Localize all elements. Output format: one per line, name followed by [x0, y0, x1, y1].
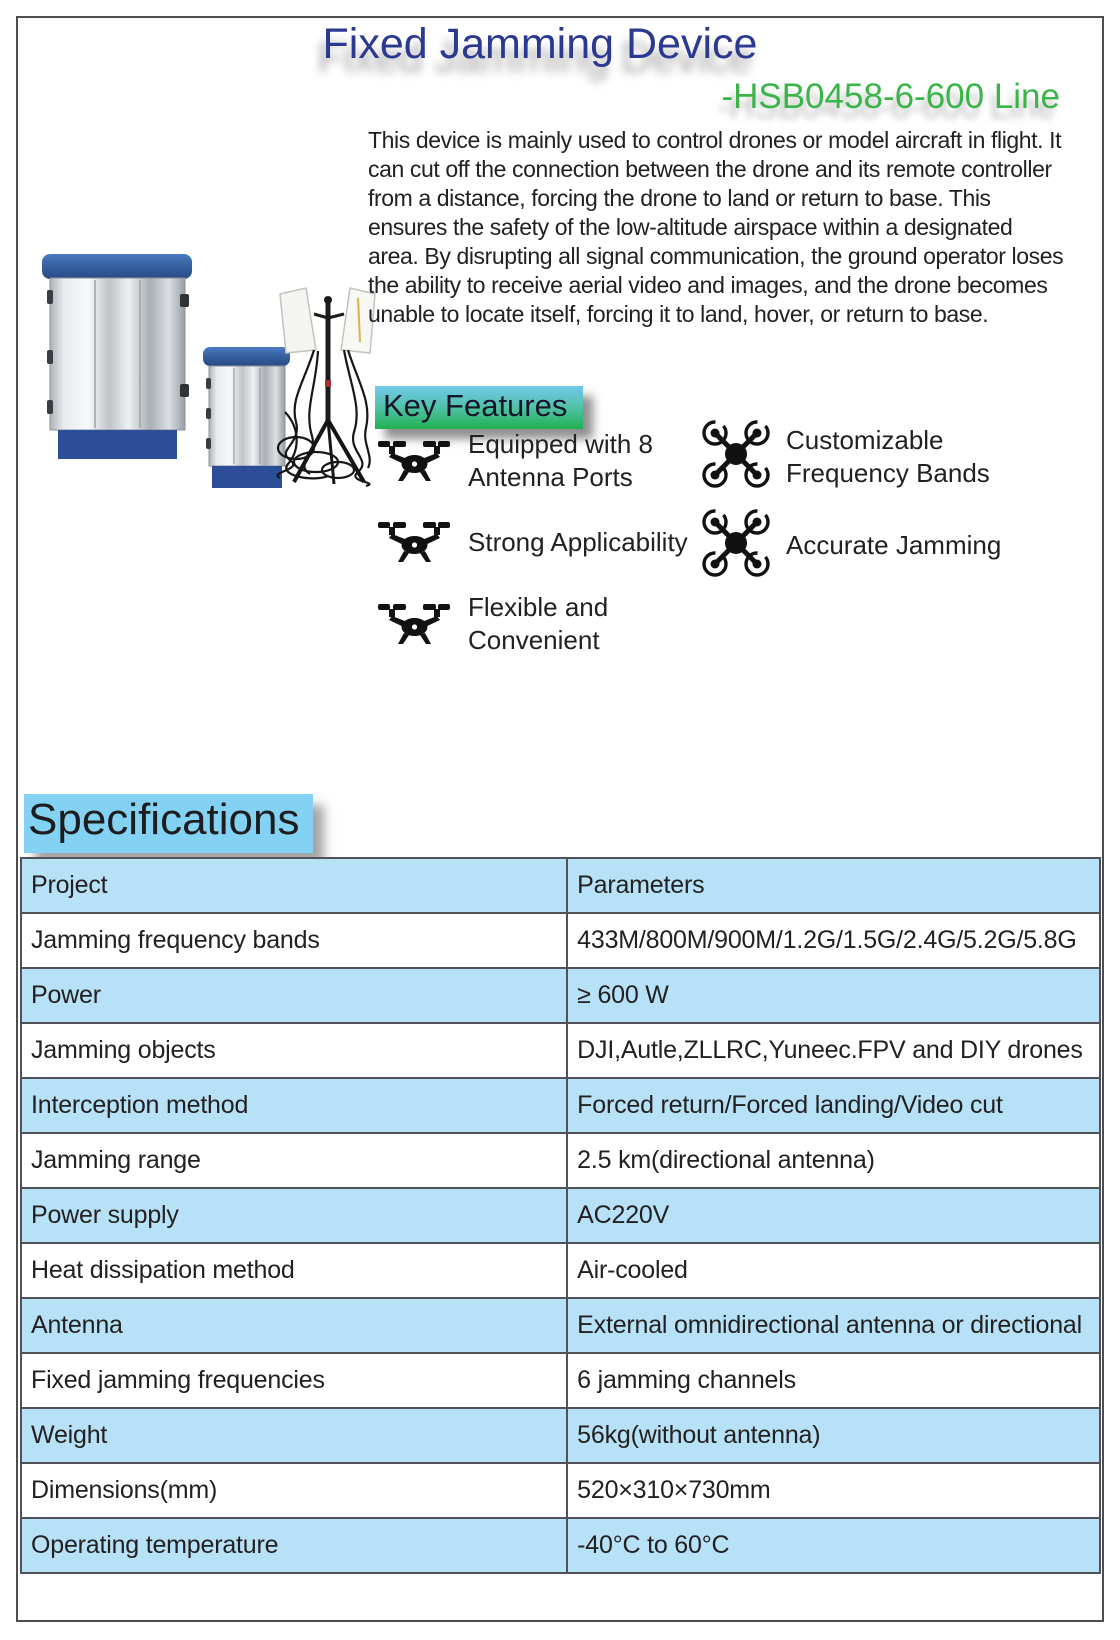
row-value: 2.5 km(directional antenna)	[567, 1133, 1100, 1188]
key-features-right-column	[700, 418, 1036, 584]
small-cabinet	[203, 347, 290, 488]
row-value: ≥ 600 W	[567, 968, 1100, 1023]
row-label: Fixed jamming frequencies	[21, 1353, 567, 1408]
table-row	[21, 1188, 1100, 1243]
key-features-left-column	[376, 428, 718, 657]
row-value: Air-cooled	[567, 1243, 1100, 1298]
row-label: Dimensions(mm)	[21, 1463, 567, 1518]
table-row	[21, 913, 1100, 968]
page-title: Fixed Jamming Device	[322, 20, 758, 68]
quadcopter-top-icon	[700, 418, 772, 495]
row-label: Power	[21, 968, 567, 1023]
drone-front-icon	[376, 514, 454, 571]
table-row	[21, 1518, 1100, 1573]
product-illustration	[28, 232, 380, 504]
row-label: Operating temperature	[21, 1518, 567, 1573]
table-row	[21, 1133, 1100, 1188]
drone-front-icon	[376, 433, 454, 490]
row-label: Heat dissipation method	[21, 1243, 567, 1298]
row-value: DJI,Autle,ZLLRC,Yuneec.FPV and DIY drones	[567, 1023, 1100, 1078]
row-label: Interception method	[21, 1078, 567, 1133]
row-label: Jamming objects	[21, 1023, 567, 1078]
feature-item	[376, 428, 718, 494]
feature-label: Flexible and Convenient	[468, 592, 609, 655]
specifications-table	[20, 857, 1101, 1574]
row-label: Jamming range	[21, 1133, 567, 1188]
row-value: -40°C to 60°C	[567, 1518, 1100, 1573]
model-number: -HSB0458-6-600 Line	[721, 77, 1060, 116]
table-row	[21, 968, 1100, 1023]
row-label: Weight	[21, 1408, 567, 1463]
feature-label: Accurate Jamming	[786, 530, 1002, 560]
row-value: AC220V	[567, 1188, 1100, 1243]
table-row	[21, 1353, 1100, 1408]
row-label: Antenna	[21, 1298, 567, 1353]
row-value: External omnidirectional antenna or directional	[567, 1298, 1100, 1353]
table-row	[21, 1023, 1100, 1078]
row-value: 6 jamming channels	[567, 1353, 1100, 1408]
antenna-tripod	[278, 288, 375, 486]
key-features-heading: Key Features	[375, 386, 583, 429]
row-value: 520×310×730mm	[567, 1463, 1100, 1518]
table-row	[21, 1078, 1100, 1133]
table-row	[21, 1243, 1100, 1298]
specifications-heading: Specifications	[24, 794, 313, 853]
product-image	[28, 232, 380, 504]
feature-item	[376, 591, 718, 657]
row-label: Jamming frequency bands	[21, 913, 567, 968]
table-row	[21, 1408, 1100, 1463]
row-label: Power supply	[21, 1188, 567, 1243]
row-value: 56kg(without antenna)	[567, 1408, 1100, 1463]
column-header-parameters: Parameters	[567, 858, 1100, 913]
table-row	[21, 1463, 1100, 1518]
feature-item	[700, 418, 1036, 495]
feature-item	[376, 514, 718, 571]
drone-front-icon	[376, 596, 454, 653]
feature-label: Customizable Frequency Bands	[786, 424, 990, 488]
feature-label: Strong Applicability	[468, 527, 688, 557]
feature-item	[700, 507, 1036, 584]
large-cabinet	[42, 254, 192, 459]
intro-paragraph: This device is mainly used to control drones or model aircraft in flight. It can cut off the connection between the drone and its remote controller from a distance, forcing the drone to land or return to base. This ensures the safety of the low-altitude airspace within a designated area. By disrupting all signal communication, the ground operator loses the ability to receive aerial video and images, and the drone becomes unable to locate itself, forcing it to land, hover, or return to base.	[368, 127, 1064, 327]
column-header-project: Project	[21, 858, 567, 913]
row-value: Forced return/Forced landing/Video cut	[567, 1078, 1100, 1133]
table-row	[21, 1298, 1100, 1353]
row-value: 433M/800M/900M/1.2G/1.5G/2.4G/5.2G/5.8G	[567, 913, 1100, 968]
feature-label: Equipped with 8 Antenna Ports	[468, 429, 654, 492]
quadcopter-top-icon	[700, 507, 772, 584]
table-header-row	[21, 858, 1100, 913]
